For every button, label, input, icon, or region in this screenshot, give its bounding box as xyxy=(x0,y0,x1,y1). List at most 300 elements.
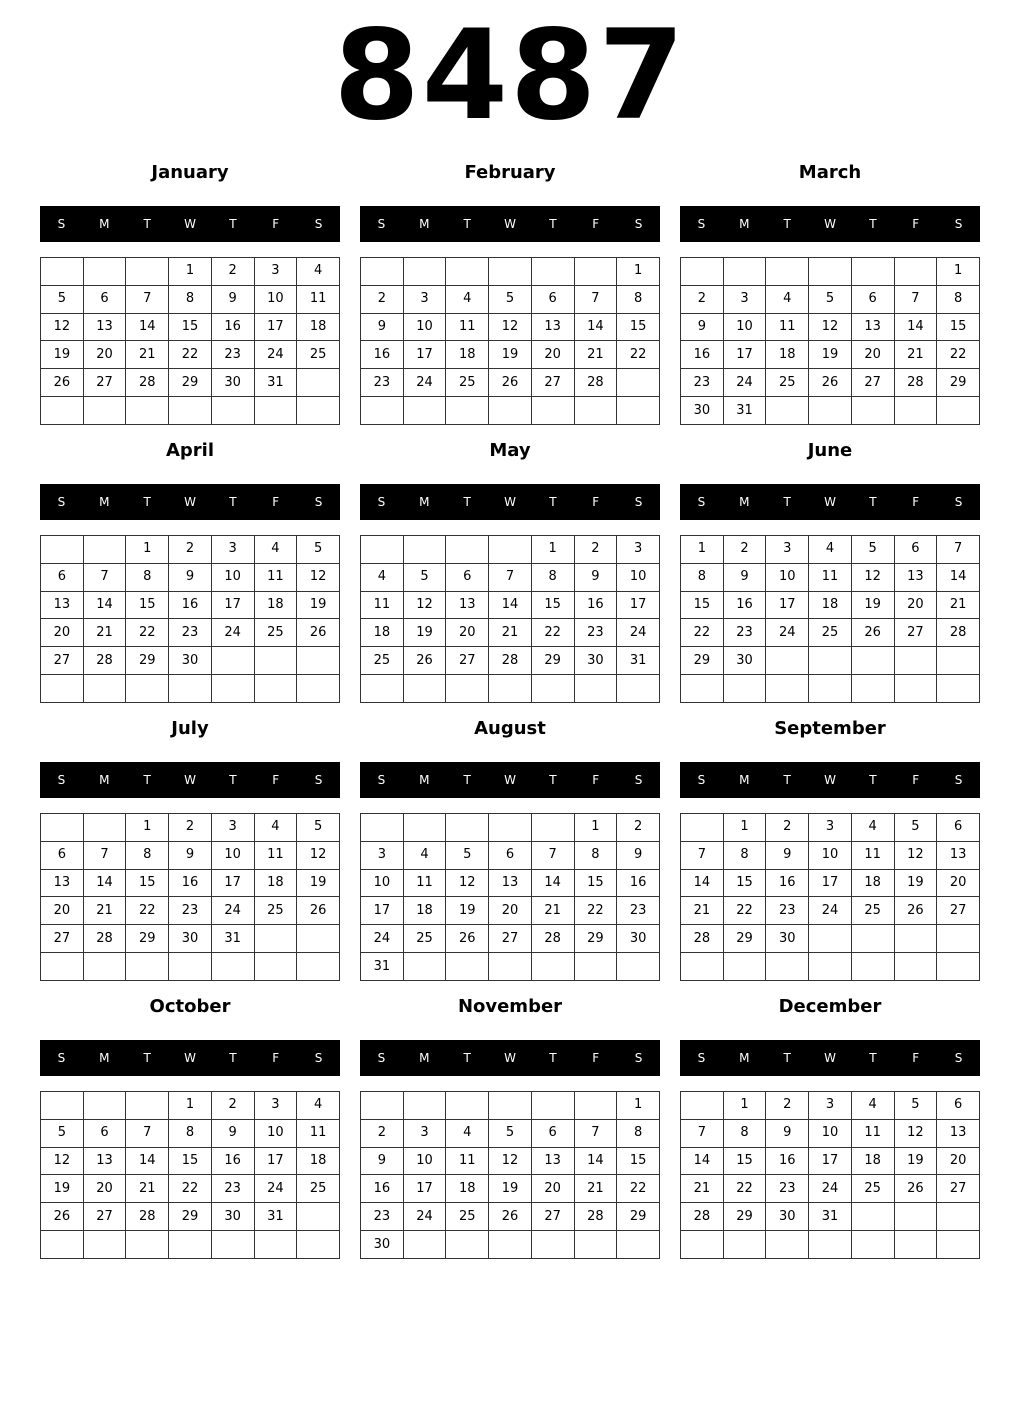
day-cell: 17 xyxy=(361,897,404,925)
day-cell xyxy=(446,258,489,286)
month-name: March xyxy=(798,162,862,183)
weekday-label: T xyxy=(143,773,151,787)
day-cell xyxy=(254,1231,297,1259)
day-cell: 2 xyxy=(211,258,254,286)
day-cell: 22 xyxy=(723,897,766,925)
day-cell: 9 xyxy=(361,313,404,341)
day-cell: 17 xyxy=(617,591,660,619)
day-cell xyxy=(83,1092,126,1120)
day-cell: 21 xyxy=(126,341,169,369)
weekday-label: F xyxy=(912,217,920,231)
day-cell: 25 xyxy=(254,619,297,647)
day-cell xyxy=(766,1231,809,1259)
weekday-label: F xyxy=(272,217,280,231)
weekday-label: T xyxy=(143,1051,151,1065)
day-cell: 6 xyxy=(894,536,937,564)
week-row xyxy=(41,1147,340,1175)
day-cell: 7 xyxy=(83,563,126,591)
days-table xyxy=(360,257,660,425)
day-cell: 2 xyxy=(361,285,404,313)
day-cell: 16 xyxy=(211,313,254,341)
week-row xyxy=(361,369,660,397)
day-cell: 23 xyxy=(361,1203,404,1231)
day-cell xyxy=(403,258,446,286)
day-cell: 23 xyxy=(574,619,617,647)
days-table xyxy=(40,813,340,981)
day-cell xyxy=(126,1231,169,1259)
day-cell xyxy=(489,953,532,981)
month-march xyxy=(680,160,980,430)
month-name: September xyxy=(774,718,886,739)
days-table xyxy=(680,535,980,703)
day-cell: 21 xyxy=(489,619,532,647)
day-cell: 14 xyxy=(489,591,532,619)
day-cell: 16 xyxy=(169,869,212,897)
day-cell: 8 xyxy=(723,1119,766,1147)
day-cell: 29 xyxy=(723,925,766,953)
day-cell: 6 xyxy=(41,841,84,869)
weekday-label: M xyxy=(739,495,750,509)
day-cell: 14 xyxy=(126,1147,169,1175)
week-row xyxy=(41,675,340,703)
weekday-label: W xyxy=(824,773,836,787)
day-cell: 3 xyxy=(766,536,809,564)
day-cell xyxy=(297,1231,340,1259)
day-cell xyxy=(766,397,809,425)
day-cell: 16 xyxy=(766,1147,809,1175)
day-cell: 2 xyxy=(169,536,212,564)
day-cell: 10 xyxy=(766,563,809,591)
day-cell: 15 xyxy=(617,313,660,341)
weekday-label: S xyxy=(697,495,706,509)
week-row xyxy=(681,675,980,703)
week-row xyxy=(41,1175,340,1203)
week-row xyxy=(361,397,660,425)
day-cell: 13 xyxy=(531,313,574,341)
day-cell xyxy=(681,258,724,286)
day-cell: 12 xyxy=(894,841,937,869)
day-cell: 23 xyxy=(681,369,724,397)
day-cell: 19 xyxy=(403,619,446,647)
weekday-label: F xyxy=(592,773,600,787)
day-cell: 19 xyxy=(809,341,852,369)
weekday-label: T xyxy=(783,495,791,509)
day-cell: 24 xyxy=(403,369,446,397)
day-cell: 24 xyxy=(809,897,852,925)
day-cell: 13 xyxy=(489,869,532,897)
day-cell xyxy=(894,925,937,953)
day-cell: 18 xyxy=(254,869,297,897)
day-cell: 24 xyxy=(211,897,254,925)
day-cell xyxy=(894,675,937,703)
day-cell xyxy=(297,397,340,425)
day-cell: 20 xyxy=(489,897,532,925)
day-cell: 19 xyxy=(297,869,340,897)
day-cell: 5 xyxy=(489,1119,532,1147)
weekday-label: W xyxy=(504,495,516,509)
days-table xyxy=(680,1091,980,1259)
day-cell: 26 xyxy=(297,897,340,925)
month-august xyxy=(360,716,660,986)
day-cell: 9 xyxy=(723,563,766,591)
day-cell xyxy=(809,953,852,981)
day-cell: 30 xyxy=(766,925,809,953)
day-cell: 4 xyxy=(851,1092,894,1120)
weekday-label: T xyxy=(783,217,791,231)
day-cell: 16 xyxy=(169,591,212,619)
month-november xyxy=(360,994,660,1264)
day-cell: 3 xyxy=(403,285,446,313)
day-cell: 31 xyxy=(723,397,766,425)
day-cell: 16 xyxy=(617,869,660,897)
day-cell: 9 xyxy=(361,1147,404,1175)
day-cell: 21 xyxy=(937,591,980,619)
day-cell: 13 xyxy=(851,313,894,341)
day-cell xyxy=(574,953,617,981)
day-cell: 2 xyxy=(766,1092,809,1120)
week-row xyxy=(41,591,340,619)
day-cell: 24 xyxy=(211,619,254,647)
day-cell: 13 xyxy=(894,563,937,591)
day-cell: 2 xyxy=(574,536,617,564)
day-cell: 21 xyxy=(681,1175,724,1203)
day-cell: 8 xyxy=(126,563,169,591)
day-cell xyxy=(937,1231,980,1259)
day-cell xyxy=(937,397,980,425)
day-cell: 27 xyxy=(41,647,84,675)
day-cell: 13 xyxy=(446,591,489,619)
day-cell xyxy=(446,1231,489,1259)
day-cell: 20 xyxy=(83,341,126,369)
week-row xyxy=(41,285,340,313)
day-cell xyxy=(489,258,532,286)
week-row xyxy=(41,953,340,981)
day-cell xyxy=(297,647,340,675)
day-cell: 5 xyxy=(297,536,340,564)
day-cell: 3 xyxy=(809,1092,852,1120)
day-cell: 12 xyxy=(894,1119,937,1147)
day-cell xyxy=(894,1203,937,1231)
day-cell: 1 xyxy=(681,536,724,564)
day-cell xyxy=(531,953,574,981)
day-cell xyxy=(489,397,532,425)
weekday-header xyxy=(40,484,340,520)
day-cell xyxy=(446,536,489,564)
day-cell: 7 xyxy=(574,1119,617,1147)
day-cell: 10 xyxy=(723,313,766,341)
weekday-label: F xyxy=(912,1051,920,1065)
day-cell: 20 xyxy=(894,591,937,619)
day-cell: 30 xyxy=(617,925,660,953)
day-cell: 26 xyxy=(851,619,894,647)
day-cell xyxy=(851,397,894,425)
day-cell xyxy=(403,953,446,981)
week-row xyxy=(361,1119,660,1147)
day-cell: 7 xyxy=(894,285,937,313)
day-cell: 18 xyxy=(446,1175,489,1203)
day-cell xyxy=(169,675,212,703)
weekday-label: F xyxy=(592,495,600,509)
day-cell xyxy=(297,1203,340,1231)
day-cell: 20 xyxy=(531,341,574,369)
day-cell: 18 xyxy=(446,341,489,369)
day-cell xyxy=(83,675,126,703)
day-cell: 10 xyxy=(809,841,852,869)
day-cell xyxy=(254,925,297,953)
day-cell: 25 xyxy=(254,897,297,925)
week-row xyxy=(361,925,660,953)
day-cell xyxy=(211,1231,254,1259)
day-cell: 27 xyxy=(937,1175,980,1203)
day-cell: 14 xyxy=(126,313,169,341)
day-cell: 27 xyxy=(894,619,937,647)
day-cell: 17 xyxy=(766,591,809,619)
day-cell: 14 xyxy=(894,313,937,341)
weekday-label: S xyxy=(314,773,323,787)
day-cell xyxy=(937,925,980,953)
weekday-label: T xyxy=(549,495,557,509)
day-cell: 15 xyxy=(937,313,980,341)
weekday-label: W xyxy=(824,217,836,231)
weekday-label: T xyxy=(549,1051,557,1065)
month-january xyxy=(40,160,340,430)
day-cell: 22 xyxy=(169,341,212,369)
day-cell: 2 xyxy=(766,814,809,842)
day-cell: 15 xyxy=(126,869,169,897)
day-cell: 8 xyxy=(723,841,766,869)
day-cell xyxy=(574,258,617,286)
day-cell: 20 xyxy=(531,1175,574,1203)
day-cell: 15 xyxy=(169,313,212,341)
day-cell: 28 xyxy=(83,925,126,953)
weekday-label: S xyxy=(314,495,323,509)
day-cell: 7 xyxy=(574,285,617,313)
day-cell: 30 xyxy=(574,647,617,675)
day-cell: 1 xyxy=(723,1092,766,1120)
day-cell: 31 xyxy=(254,369,297,397)
weekday-label: T xyxy=(463,773,471,787)
day-cell: 13 xyxy=(83,1147,126,1175)
day-cell: 8 xyxy=(169,285,212,313)
day-cell: 14 xyxy=(681,869,724,897)
day-cell: 15 xyxy=(617,1147,660,1175)
day-cell: 15 xyxy=(531,591,574,619)
day-cell: 23 xyxy=(766,897,809,925)
day-cell: 25 xyxy=(446,369,489,397)
day-cell: 6 xyxy=(41,563,84,591)
day-cell: 20 xyxy=(41,619,84,647)
day-cell: 23 xyxy=(169,897,212,925)
day-cell: 11 xyxy=(254,841,297,869)
day-cell: 19 xyxy=(894,1147,937,1175)
day-cell: 18 xyxy=(254,591,297,619)
day-cell xyxy=(809,1231,852,1259)
week-row xyxy=(361,869,660,897)
weekday-label: M xyxy=(99,1051,110,1065)
day-cell: 22 xyxy=(574,897,617,925)
day-cell: 4 xyxy=(403,841,446,869)
day-cell xyxy=(809,925,852,953)
day-cell: 10 xyxy=(809,1119,852,1147)
day-cell: 4 xyxy=(297,1092,340,1120)
day-cell: 27 xyxy=(446,647,489,675)
day-cell: 22 xyxy=(937,341,980,369)
weekday-label: S xyxy=(697,773,706,787)
day-cell: 25 xyxy=(809,619,852,647)
day-cell: 17 xyxy=(809,869,852,897)
day-cell: 23 xyxy=(361,369,404,397)
day-cell: 1 xyxy=(531,536,574,564)
day-cell: 3 xyxy=(617,536,660,564)
day-cell: 24 xyxy=(254,1175,297,1203)
day-cell: 21 xyxy=(126,1175,169,1203)
week-row xyxy=(361,841,660,869)
day-cell: 28 xyxy=(937,619,980,647)
weekday-label: S xyxy=(57,1051,66,1065)
day-cell: 4 xyxy=(446,1119,489,1147)
day-cell: 23 xyxy=(211,1175,254,1203)
day-cell: 26 xyxy=(489,369,532,397)
day-cell xyxy=(361,675,404,703)
day-cell: 12 xyxy=(489,1147,532,1175)
week-row xyxy=(41,397,340,425)
day-cell xyxy=(83,1231,126,1259)
day-cell: 27 xyxy=(851,369,894,397)
day-cell: 23 xyxy=(766,1175,809,1203)
day-cell: 4 xyxy=(446,285,489,313)
week-row xyxy=(41,1231,340,1259)
day-cell: 6 xyxy=(531,285,574,313)
day-cell xyxy=(766,675,809,703)
day-cell xyxy=(851,1203,894,1231)
day-cell: 15 xyxy=(723,869,766,897)
day-cell: 29 xyxy=(574,925,617,953)
day-cell xyxy=(297,953,340,981)
day-cell xyxy=(531,814,574,842)
day-cell: 16 xyxy=(681,341,724,369)
day-cell xyxy=(681,1231,724,1259)
day-cell: 9 xyxy=(169,841,212,869)
weekday-label: W xyxy=(184,773,196,787)
day-cell: 14 xyxy=(83,591,126,619)
day-cell xyxy=(361,536,404,564)
day-cell: 24 xyxy=(723,369,766,397)
weekday-label: M xyxy=(739,773,750,787)
week-row xyxy=(681,563,980,591)
weekday-label: W xyxy=(184,495,196,509)
day-cell: 29 xyxy=(169,369,212,397)
week-row xyxy=(41,258,340,286)
month-name: January xyxy=(151,162,229,183)
week-row xyxy=(681,1203,980,1231)
day-cell xyxy=(446,675,489,703)
week-row xyxy=(361,675,660,703)
day-cell: 4 xyxy=(254,536,297,564)
day-cell xyxy=(403,397,446,425)
day-cell xyxy=(574,1092,617,1120)
month-name: June xyxy=(807,440,853,461)
day-cell xyxy=(403,1092,446,1120)
weekday-label: S xyxy=(634,495,643,509)
day-cell: 21 xyxy=(574,341,617,369)
day-cell: 12 xyxy=(403,591,446,619)
day-cell xyxy=(83,397,126,425)
day-cell xyxy=(809,397,852,425)
weekday-label: S xyxy=(697,217,706,231)
weekday-label: S xyxy=(377,1051,386,1065)
day-cell xyxy=(489,1092,532,1120)
day-cell: 31 xyxy=(254,1203,297,1231)
day-cell xyxy=(41,536,84,564)
day-cell: 20 xyxy=(83,1175,126,1203)
days-table xyxy=(360,1091,660,1259)
day-cell xyxy=(169,397,212,425)
week-row xyxy=(41,647,340,675)
day-cell xyxy=(446,1092,489,1120)
day-cell: 17 xyxy=(254,313,297,341)
day-cell: 19 xyxy=(489,1175,532,1203)
weekday-label: T xyxy=(229,773,237,787)
day-cell: 8 xyxy=(169,1119,212,1147)
day-cell: 26 xyxy=(41,369,84,397)
week-row xyxy=(41,1203,340,1231)
day-cell: 12 xyxy=(297,841,340,869)
weekday-label: S xyxy=(697,1051,706,1065)
day-cell xyxy=(489,675,532,703)
week-row xyxy=(361,1203,660,1231)
week-row xyxy=(681,341,980,369)
day-cell: 5 xyxy=(403,563,446,591)
weekday-label: T xyxy=(463,217,471,231)
week-row xyxy=(361,536,660,564)
month-name: August xyxy=(474,718,546,739)
month-name: February xyxy=(464,162,556,183)
weekday-label: T xyxy=(463,495,471,509)
day-cell: 15 xyxy=(681,591,724,619)
day-cell: 30 xyxy=(211,369,254,397)
day-cell: 30 xyxy=(361,1231,404,1259)
day-cell: 12 xyxy=(809,313,852,341)
day-cell: 11 xyxy=(361,591,404,619)
day-cell xyxy=(254,675,297,703)
day-cell: 9 xyxy=(617,841,660,869)
day-cell: 31 xyxy=(809,1203,852,1231)
day-cell xyxy=(41,1092,84,1120)
week-row xyxy=(361,1147,660,1175)
day-cell: 15 xyxy=(723,1147,766,1175)
day-cell: 4 xyxy=(809,536,852,564)
day-cell xyxy=(617,369,660,397)
day-cell: 4 xyxy=(851,814,894,842)
day-cell: 7 xyxy=(937,536,980,564)
day-cell: 12 xyxy=(297,563,340,591)
day-cell: 20 xyxy=(937,1147,980,1175)
day-cell xyxy=(361,397,404,425)
day-cell: 11 xyxy=(254,563,297,591)
day-cell: 16 xyxy=(766,869,809,897)
day-cell: 20 xyxy=(41,897,84,925)
week-row xyxy=(681,313,980,341)
day-cell xyxy=(851,647,894,675)
month-april xyxy=(40,438,340,708)
day-cell xyxy=(83,814,126,842)
month-name: November xyxy=(457,996,563,1017)
day-cell: 2 xyxy=(211,1092,254,1120)
day-cell: 29 xyxy=(937,369,980,397)
month-name: April xyxy=(165,440,215,461)
day-cell: 14 xyxy=(531,869,574,897)
day-cell xyxy=(681,814,724,842)
